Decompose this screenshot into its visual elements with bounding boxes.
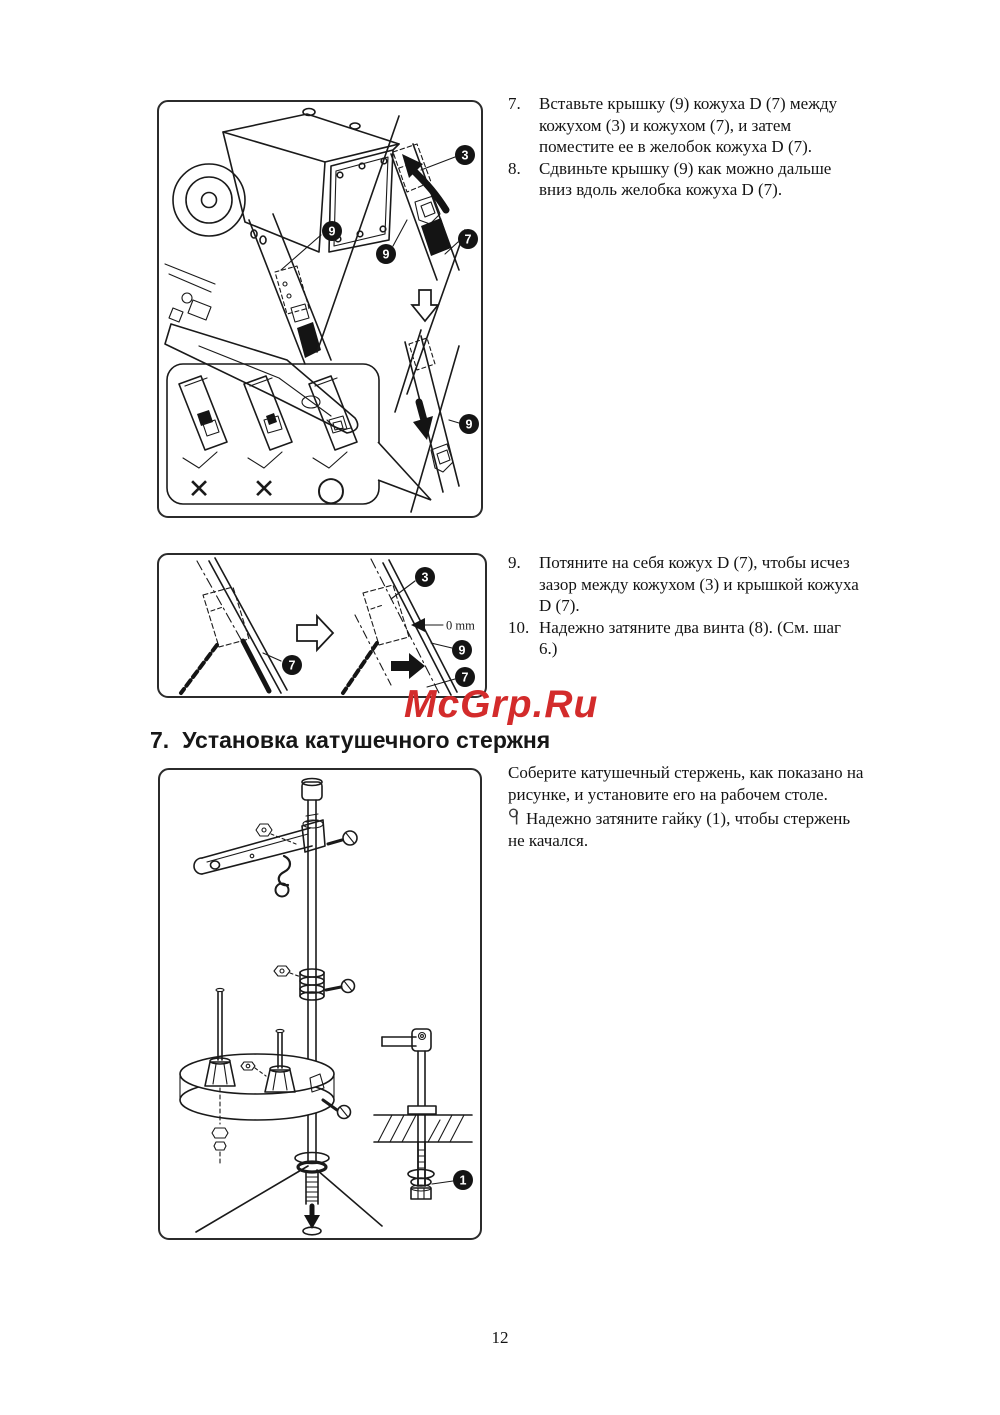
- svg-text:9: 9: [382, 247, 390, 262]
- step-text: Надежно затяните два винта (8). (См. шаг 6.): [539, 617, 841, 659]
- section-heading: [150, 727, 550, 754]
- step-7: [508, 93, 860, 158]
- instructions-steps-7-8: [508, 93, 860, 201]
- svg-text:7: 7: [461, 670, 469, 685]
- note-text: Надежно затяните гайку (1), чтобы стержень не качался.: [508, 809, 851, 850]
- callout-7-badge: [445, 229, 478, 254]
- svg-text:9: 9: [328, 224, 336, 239]
- right-arrow-icon: [297, 616, 333, 650]
- step-number: 9.: [508, 553, 521, 572]
- svg-text:3: 3: [461, 148, 469, 163]
- push-arrow-icon: [391, 653, 425, 679]
- instructions-steps-9-10: [508, 552, 860, 660]
- svg-text:9: 9: [465, 417, 473, 432]
- wrong-mark-1: ✕: [187, 474, 211, 505]
- callout-3-badge: [421, 145, 475, 170]
- svg-text:1: 1: [459, 1173, 467, 1188]
- svg-text:9: 9: [458, 643, 466, 658]
- svg-text:7: 7: [288, 658, 296, 673]
- section7-note: [508, 808, 870, 851]
- diagram-cover-installation: [157, 100, 483, 518]
- spool-stand-drawing: [160, 770, 480, 1238]
- diagram-spool-stand: [158, 768, 482, 1240]
- section7-text: [508, 762, 870, 851]
- gap-before-drawing: [181, 558, 287, 693]
- step-8: [508, 158, 860, 201]
- wrong-mark-2: ✕: [252, 474, 276, 505]
- step-10: [508, 617, 860, 660]
- correct-mark: ○: [316, 469, 346, 509]
- callout-1-badge: [432, 1170, 473, 1190]
- svg-text:0 mm: 0 mm: [446, 618, 475, 633]
- note-pin-icon: [508, 808, 521, 826]
- watermark: McGrp.Ru: [404, 683, 599, 726]
- example-correct: [309, 376, 357, 468]
- section7-intro: Соберите катушечный стержень, как показано на рисунке, и установите его на рабочем столе.: [508, 763, 864, 804]
- sewing-machine-drawing: [165, 109, 399, 434]
- step-9: [508, 552, 860, 617]
- callout-9-machine: [281, 221, 342, 270]
- callout-9-lower-badge: [449, 414, 479, 434]
- step-number: 10.: [508, 617, 530, 637]
- callout-3-badge: [391, 567, 435, 599]
- svg-text:7: 7: [464, 232, 472, 247]
- example-wrong-1: [179, 376, 227, 468]
- section-number: 7.: [150, 727, 170, 753]
- spool-stand-assembly: [180, 779, 472, 1235]
- svg-text:3: 3: [421, 570, 429, 585]
- diagram-gap-adjustment: [157, 553, 487, 698]
- gap-adjustment-drawing: [159, 555, 485, 696]
- step-text: Сдвиньте крышку (9) как можно дальше вниз вдоль желобка кожуха D (7).: [539, 158, 832, 200]
- alignment-examples-bubble: [167, 364, 431, 509]
- example-wrong-2: [244, 376, 292, 468]
- gap-after-drawing: [343, 559, 457, 695]
- section-title: Установка катушечного стержня: [182, 727, 551, 753]
- callout-9-badge: [431, 640, 472, 660]
- step-number: 8.: [508, 158, 521, 178]
- step-text: Потяните на себя кожух D (7), чтобы исчез зазор между кожухом (3) и крышкой кожуха D (7).: [539, 553, 859, 616]
- cover-installation-drawing: [159, 102, 481, 516]
- step-number: 7.: [508, 94, 521, 113]
- step-text: Вставьте крышку (9) кожуха D (7) между кожухом (3) и кожухом (7), и затем поместите ее в желобок кожуха D (7).: [539, 94, 838, 157]
- page-number: 12: [491, 1328, 509, 1347]
